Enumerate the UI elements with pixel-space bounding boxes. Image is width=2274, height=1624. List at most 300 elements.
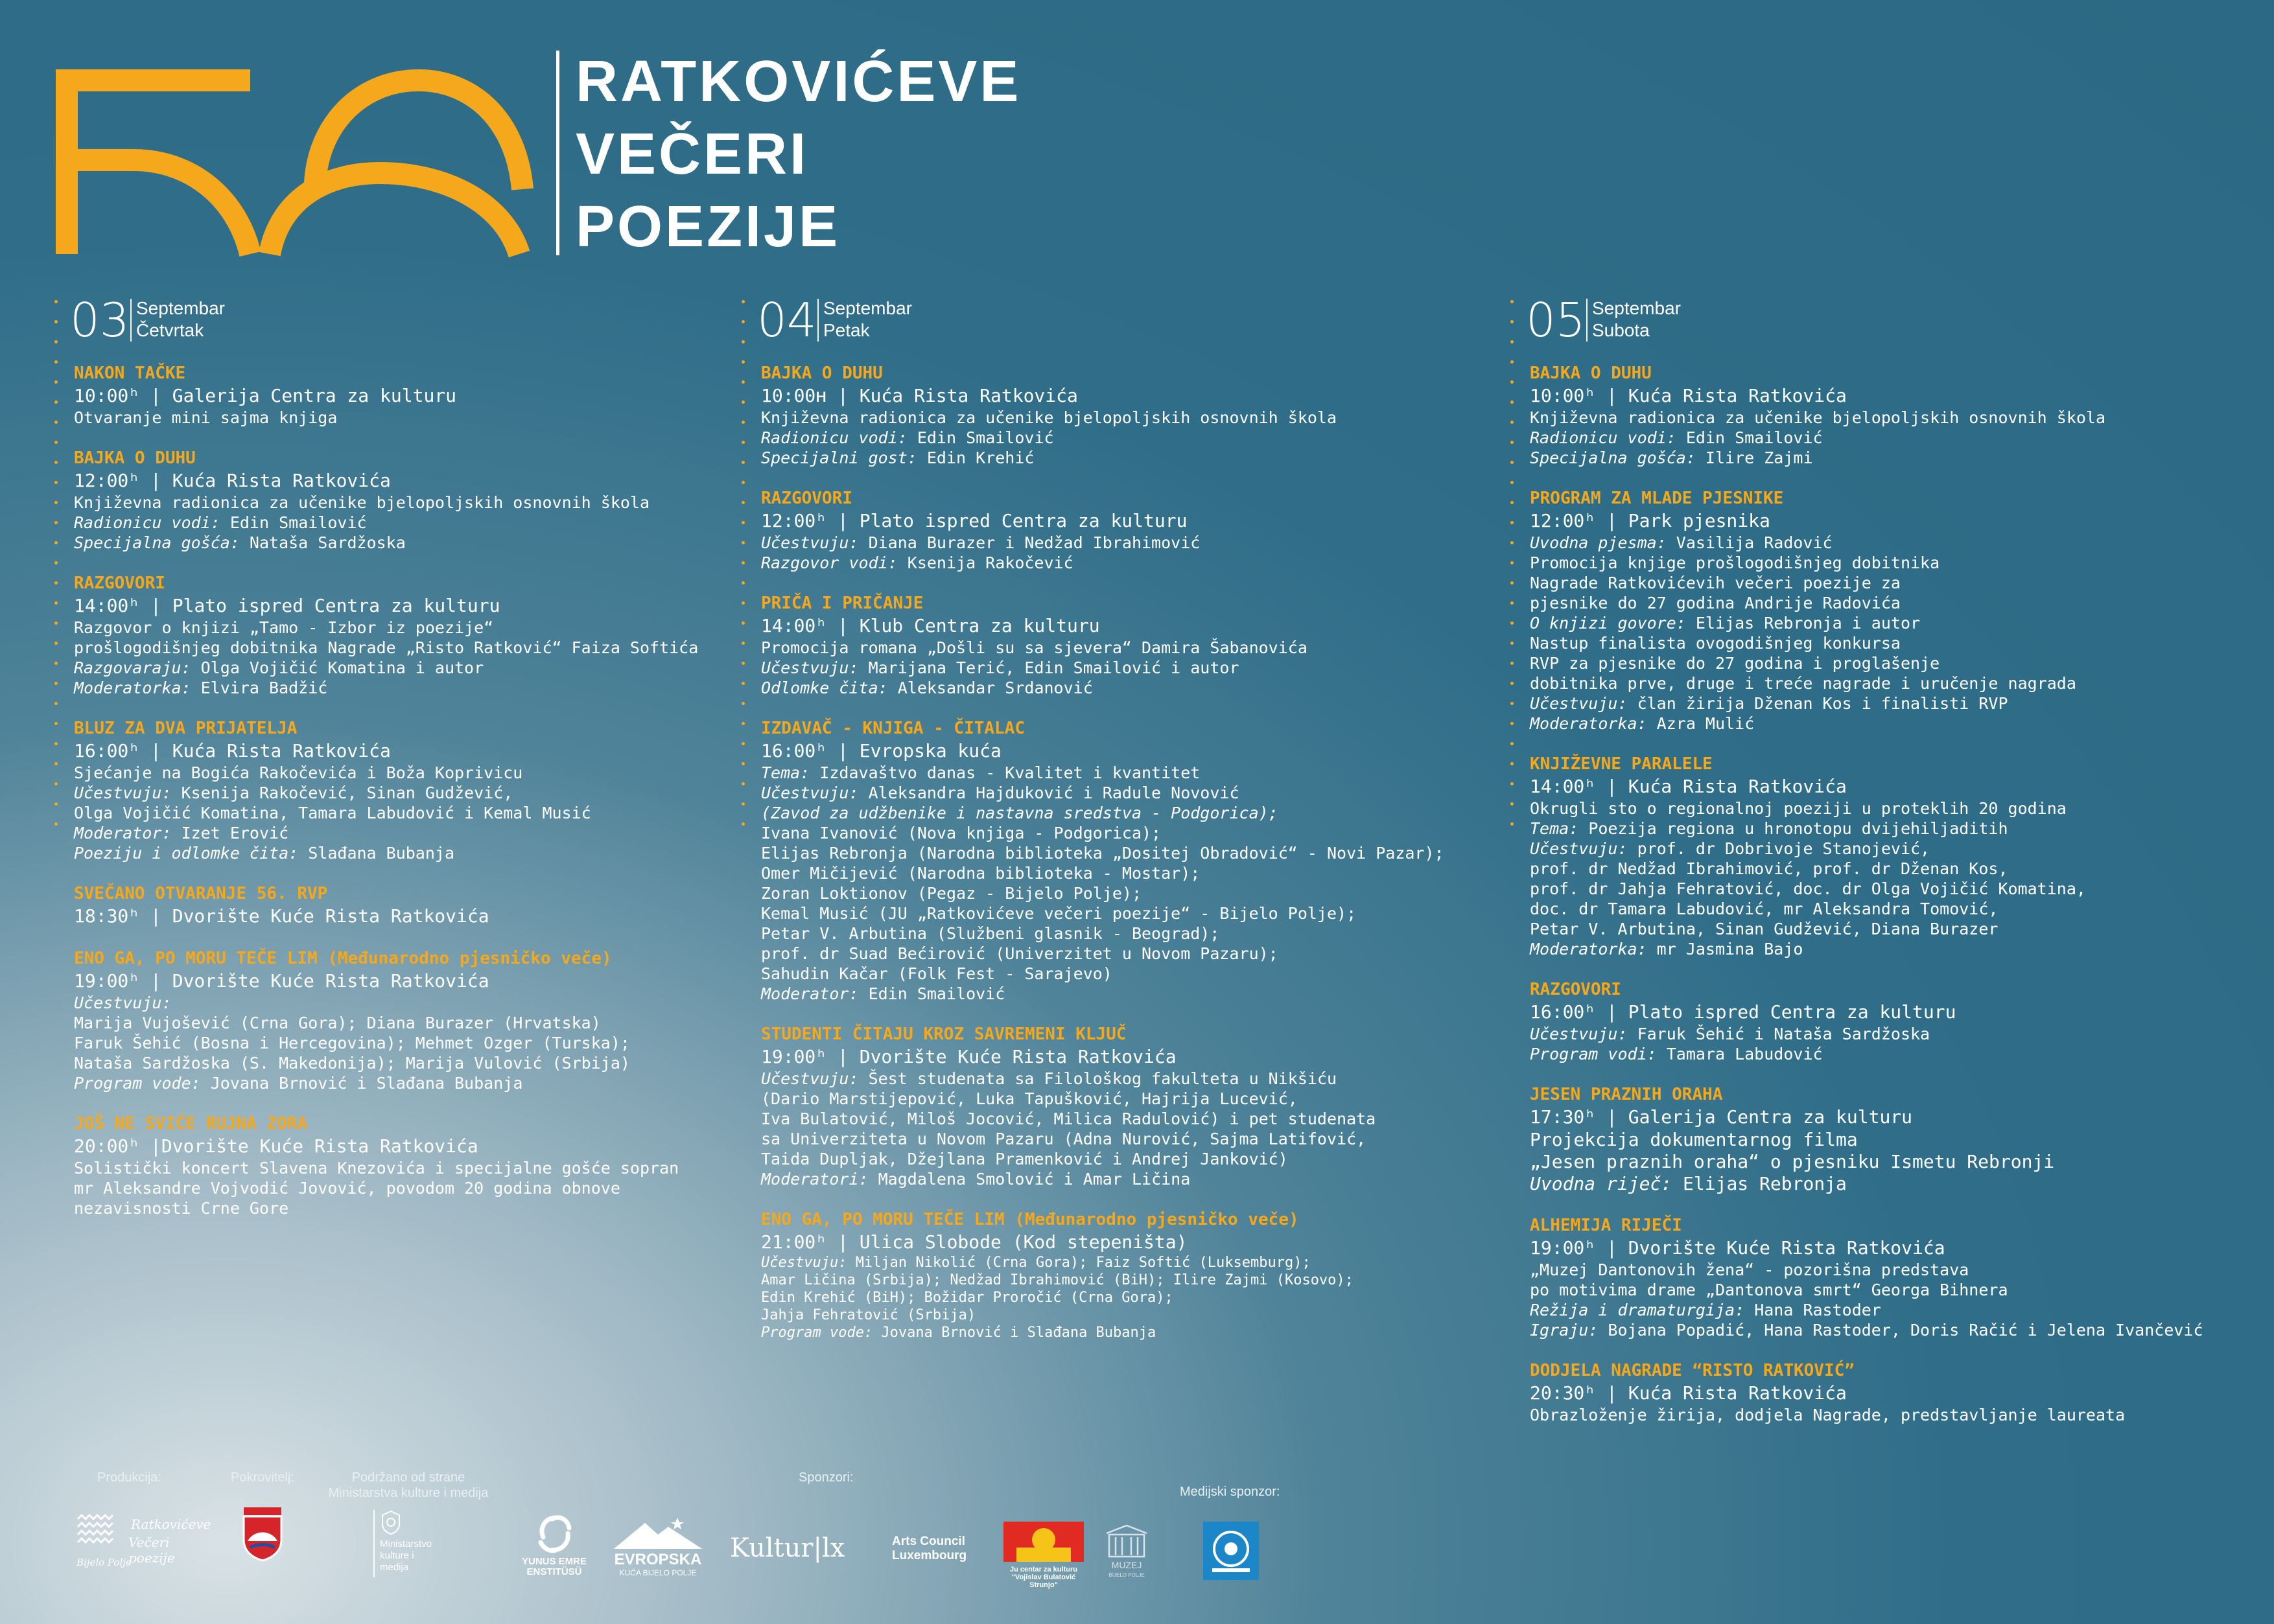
event-title: PROGRAM ZA MLADE PJESNIKE <box>1530 489 1784 508</box>
event-detail-line <box>1530 839 2256 859</box>
yunus-emre-logo <box>519 1513 590 1577</box>
detail-value: prof. dr Suad Bećirović (Univerzitet u Novom Pazaru); <box>761 944 1278 963</box>
event-detail-line <box>761 1109 1474 1129</box>
guide-dot <box>1510 621 1514 625</box>
detail-value: Azra Mulić <box>1647 714 1755 733</box>
muzej-line-1: MUZEJ <box>1111 1560 1142 1570</box>
guide-dot <box>742 521 745 524</box>
detail-value: Faruk Šehić i Nataša Sardžoska <box>1627 1025 1930 1043</box>
detail-value: nezavisnosti Crne Gore <box>74 1199 289 1218</box>
bijelo-polje-coat-of-arms-icon <box>241 1506 284 1562</box>
guide-dot <box>742 662 745 665</box>
detail-label: Radionicu vodi: <box>761 428 908 447</box>
detail-label: Učestvuju: <box>74 993 172 1012</box>
guide-dot <box>1510 822 1514 826</box>
guide-dot <box>54 400 58 404</box>
detail-label: Učestvuju: <box>761 533 859 552</box>
event-detail-line <box>761 1129 1474 1149</box>
event-detail-line <box>74 513 729 533</box>
guide-dot <box>742 822 745 826</box>
detail-value: Petar V. Arbutina, Sinan Gudžević, Diana Burazer <box>1530 920 1999 938</box>
event-detail-line <box>761 428 1474 448</box>
event-title: IZDAVAČ - KNJIGA - ČITALAC <box>761 719 1025 738</box>
event-time-venue: 14:00ʰ | Klub Centra za kulturu <box>761 615 1100 636</box>
detail-value: član žirija Dženan Kos i finalisti RVP <box>1627 694 2008 713</box>
detail-value: Solistički koncert Slavena Knezovića i specijalne gošće sopran <box>74 1159 679 1177</box>
ministry-logo-text <box>380 1538 432 1573</box>
festival-title <box>576 45 1021 263</box>
yunus-line-1: YUNUS EMRE <box>521 1556 587 1567</box>
kultur-lx-logo: Kultur|lx <box>730 1533 845 1563</box>
rvp-logo-line-1: Ratkovićeve <box>131 1516 211 1532</box>
guide-dot <box>54 682 58 685</box>
guide-dot <box>742 581 745 585</box>
event-block <box>761 487 1474 573</box>
mountain-star-icon <box>613 1516 703 1550</box>
guide-dot <box>1510 722 1514 725</box>
event-time-venue: 19:00ʰ | Dvorište Kuće Rista Ratkovića <box>1530 1237 1945 1259</box>
detail-label: Učestvuju: <box>74 783 172 802</box>
guide-dot <box>1510 782 1514 785</box>
media-sponsor-radio-logo-icon <box>1203 1522 1259 1580</box>
guide-dot <box>742 400 745 404</box>
event-title: JESEN PRAZNIH ORAHA <box>1530 1085 1723 1104</box>
event-detail-line <box>761 763 1474 783</box>
title-line-3: POEZIJE <box>576 194 841 259</box>
detail-value: Nataša Sardžoska (S. Makedonija); Marija Vulović (Srbija) <box>74 1054 630 1073</box>
event-block <box>1530 487 2256 734</box>
detail-value: Elijas Rebronja (Narodna biblioteka „Dositej Obradović“ - Novi Pazar); <box>761 844 1444 863</box>
detail-label: Program vode: <box>761 1325 873 1341</box>
detail-label: Radionicu vodi: <box>74 513 220 532</box>
guide-dot <box>742 642 745 645</box>
pokrovitelj-label: Pokrovitelj: <box>231 1470 294 1485</box>
detail-label: Režija i dramaturgija: <box>1530 1301 1745 1319</box>
detail-label: Specijalna gošća: <box>1530 448 1696 467</box>
guide-dot <box>742 802 745 806</box>
detail-value: Nastup finalista ovogodišnjeg konkursa <box>1530 634 1901 653</box>
guide-dot <box>54 722 58 725</box>
muzej-text <box>1096 1560 1158 1580</box>
detail-value: Kemal Musić (JU „Ratkovićeve večeri poezije“ - Bijelo Polje); <box>761 904 1357 923</box>
muzej-logo <box>1096 1523 1158 1581</box>
event-block <box>761 1209 1474 1341</box>
detail-value: Marija Vujošević (Crna Gora); Diana Burazer (Hrvatska) <box>74 1014 601 1032</box>
event-title: RAZGOVORI <box>1530 980 1621 999</box>
event-detail-line <box>761 1169 1474 1189</box>
event-time-venue: 21:00ʰ | Ulica Slobode (Kod stepeništa) <box>761 1231 1188 1253</box>
detail-value: Edin Smailović <box>220 513 367 532</box>
event-time-venue: 10:00ʰ | Kuća Rista Ratkovića <box>1530 385 1847 406</box>
event-time-venue: 12:00ʰ | Kuća Rista Ratkovića <box>74 470 391 491</box>
event-detail-line <box>1530 1173 2256 1195</box>
event-detail-line <box>761 964 1474 984</box>
guide-dot <box>742 360 745 364</box>
detail-value: Amar Ličina (Srbija); Nedžad Ibrahimović (BiH); Ilire Zajmi (Kosovo); <box>761 1272 1354 1288</box>
detail-value: (Dario Marstijepović, Luka Tapušković, Hajrija Lucević, <box>761 1089 1298 1108</box>
weekday-label: Subota <box>1592 320 1650 340</box>
event-title: ALHEMIJA RIJEČI <box>1530 1216 1682 1235</box>
detail-label: Tema: <box>1530 819 1579 838</box>
detail-value: po motivima drame „Dantonova smrt“ Georga Bihnera <box>1530 1281 2008 1299</box>
detail-value: Jovana Brnović i Slađana Bubanja <box>873 1325 1156 1341</box>
event-time-venue: 18:30ʰ | Dvorište Kuće Rista Ratkovića <box>74 905 489 927</box>
event-detail-line <box>74 783 729 803</box>
guide-dot <box>1510 561 1514 564</box>
guide-dot <box>742 320 745 323</box>
detail-value: Nataša Sardžoska <box>239 533 406 552</box>
detail-value: Ksenija Rakočević, Sinan Gudžević, <box>171 783 513 802</box>
detail-value: Hana Rastoder <box>1744 1301 1881 1319</box>
guide-dot <box>1510 380 1514 384</box>
event-detail-line <box>74 533 729 553</box>
day-number: 03 <box>70 293 130 347</box>
event-detail-line <box>74 1073 729 1093</box>
detail-label: Uvodna riječ: <box>1530 1173 1672 1194</box>
detail-value: sa Univerziteta u Novom Pazaru (Adna Nurović, Sajma Latifović, <box>761 1130 1366 1148</box>
guide-dot <box>54 802 58 806</box>
guide-dot <box>1510 481 1514 484</box>
guide-dot <box>1510 441 1514 444</box>
detail-value: Edin Krehić (BiH); Božidar Proročić (Crna Gora); <box>761 1290 1173 1306</box>
guide-dot <box>1510 601 1514 605</box>
event-detail-line <box>761 1149 1474 1169</box>
event-detail-line <box>1530 1260 2256 1280</box>
event-detail-line <box>761 553 1474 573</box>
ministry-line-2: kulture i <box>380 1550 414 1561</box>
guide-dot <box>1510 581 1514 585</box>
event-detail-line <box>1530 693 2256 713</box>
detail-label: Učestvuju: <box>1530 1025 1628 1043</box>
guide-dot <box>742 541 745 544</box>
event-detail-line <box>761 678 1474 698</box>
detail-value: RVP za pjesnike do 27 godina i proglašenje <box>1530 654 1940 673</box>
event-detail-line <box>1530 713 2256 734</box>
detail-value: Zoran Loktionov (Pegaz - Bijelo Polje); <box>761 884 1142 903</box>
event-detail-line <box>1530 573 2256 593</box>
event-detail-line <box>74 993 729 1013</box>
event-block <box>1530 362 2256 468</box>
detail-value: Elijas Rebronja i autor <box>1685 614 1921 632</box>
detail-value: Petar V. Arbutina (Službeni glasnik - Beograd); <box>761 924 1220 943</box>
day-labels <box>136 297 225 342</box>
sponzori-label: Sponzori: <box>799 1470 854 1485</box>
event-time-venue: 14:00ʰ | Plato ispred Centra za kulturu <box>74 595 500 616</box>
guide-dot <box>54 782 58 785</box>
detail-value: Okrugli sto o regionalnoj poeziji u proteklih 20 godina <box>1530 799 2067 818</box>
guide-dot <box>54 762 58 765</box>
event-detail-line <box>1530 818 2256 839</box>
detail-value: „Muzej Dantonovih žena“ - pozorišna predstava <box>1530 1260 1969 1279</box>
guide-dot <box>54 441 58 444</box>
guide-dot <box>1510 702 1514 705</box>
event-detail-line <box>1530 553 2256 573</box>
guide-dot <box>54 481 58 484</box>
guide-dot <box>1510 360 1514 364</box>
event-detail-line <box>761 823 1474 843</box>
detail-value: Sjećanje na Bogića Rakočevića i Boža Koprivicu <box>74 763 523 782</box>
event-detail-line <box>761 984 1474 1004</box>
guide-dot <box>742 501 745 504</box>
detail-label: Učestvuju: <box>1530 839 1628 858</box>
event-detail-line <box>74 803 729 823</box>
detail-value: Šest studenata sa Filološkog fakulteta u Nikšiću <box>858 1069 1337 1088</box>
detail-label: Odlomke čita: <box>761 679 888 697</box>
event-detail-line <box>761 843 1474 863</box>
detail-value: Vasilija Radović <box>1666 533 1833 552</box>
detail-value: prof. dr Dobrivoje Stanojević, <box>1627 839 1930 858</box>
detail-label: (Zavod za udžbenike i nastavna sredstva - Podgorica); <box>761 804 1278 822</box>
guide-dot <box>1510 642 1514 645</box>
event-title: STUDENTI ČITAJU KROZ SAVREMENI KLJUČ <box>761 1025 1127 1044</box>
detail-value: mr Aleksandre Vojvodić Jovović, povodom 20 godina obnove <box>74 1179 620 1198</box>
guide-dot <box>1510 501 1514 504</box>
guide-dot <box>1510 320 1514 323</box>
detail-value: Diana Burazer i Nedžad Ibrahimović <box>858 533 1201 552</box>
day-header <box>757 295 1474 345</box>
event-detail-line <box>761 533 1474 553</box>
ministry-line-1: Ministarstvo <box>380 1538 432 1549</box>
detail-label: Učestvuju: <box>761 1255 847 1271</box>
yunus-emre-text <box>519 1557 590 1577</box>
event-detail-line <box>1530 1044 2256 1064</box>
event-block <box>1530 753 2256 959</box>
event-detail-line <box>1530 408 2256 428</box>
event-detail-line <box>761 638 1474 658</box>
detail-label: O knjizi govore: <box>1530 614 1686 632</box>
month-label: Septembar <box>1592 298 1681 318</box>
event-title: BLUZ ZA DVA PRIJATELJA <box>74 719 298 738</box>
event-detail-line <box>761 1306 1474 1324</box>
detail-label: Učestvuju: <box>761 1069 859 1088</box>
guide-dot <box>1510 762 1514 765</box>
guide-dot <box>54 521 58 524</box>
detail-label: Učestvuju: <box>1530 694 1628 713</box>
ministry-divider <box>373 1510 375 1577</box>
event-detail-line <box>1530 633 2256 653</box>
detail-value: Obrazloženje žirija, dodjela Nagrade, predstavljanje laureata <box>1530 1406 2126 1424</box>
centar-line-2: "Vojislav Bulatović Strunjo" <box>1011 1573 1076 1589</box>
event-block <box>1530 1360 2256 1425</box>
guide-dot <box>1510 541 1514 544</box>
guide-dot <box>1510 340 1514 343</box>
festival-56-logo <box>56 53 535 267</box>
ministry-logo <box>373 1510 451 1581</box>
detail-value: pjesnike do 27 godina Andrije Radovića <box>1530 594 1901 612</box>
centar-building-icon <box>1003 1518 1084 1564</box>
event-block <box>74 362 729 428</box>
event-block <box>74 447 729 553</box>
title-line-2: VEČERI <box>576 122 809 187</box>
event-time-venue: 12:00ʰ | Plato ispred Centra za kulturu <box>761 510 1188 531</box>
event-block <box>74 572 729 698</box>
detail-value: Izdavaštvo danas - Kvalitet i kvantitet <box>810 763 1201 782</box>
detail-label: Moderatorka: <box>1530 714 1647 733</box>
guide-dot <box>54 581 58 585</box>
event-detail-line <box>74 823 729 843</box>
guide-dot <box>1510 682 1514 685</box>
event-detail-line <box>761 1254 1474 1271</box>
guide-dot <box>742 461 745 464</box>
events-list <box>761 362 1474 1341</box>
detail-value: Elvira Badžić <box>191 679 328 697</box>
title-divider <box>556 51 559 255</box>
event-detail-line <box>761 1289 1474 1306</box>
guide-dot <box>742 481 745 484</box>
guide-dot <box>54 461 58 464</box>
events-list <box>74 362 729 1218</box>
event-detail-line <box>74 1198 729 1218</box>
detail-value: Slađana Bubanja <box>298 844 455 863</box>
arts-line-1: Arts Council <box>892 1535 965 1548</box>
detail-value: prof. dr Nedžad Ibrahimović, prof. dr Dženan Kos, <box>1530 859 2008 878</box>
guide-dot <box>54 662 58 665</box>
event-detail-line <box>1530 1405 2256 1425</box>
detail-value: Edin Smailović <box>858 984 1005 1003</box>
event-block <box>74 947 729 1093</box>
event-detail-line <box>761 1324 1474 1341</box>
event-detail-line <box>74 1178 729 1198</box>
title-line-1: RATKOVIĆEVE <box>576 49 1022 114</box>
detail-label: Moderatorka: <box>74 679 191 697</box>
day-header <box>1526 295 2256 345</box>
detail-label: Moderatorka: <box>1530 940 1647 958</box>
event-detail-line <box>1530 428 2256 448</box>
event-title: DODJELA NAGRADE “RISTO RATKOVIĆ” <box>1530 1361 1855 1380</box>
detail-value: Miljan Nikolić (Crna Gora); Faiz Softić (Luksemburg); <box>847 1255 1311 1271</box>
event-detail-line <box>74 638 729 658</box>
event-detail-line <box>1530 448 2256 468</box>
guide-dot <box>1510 400 1514 404</box>
event-detail-line <box>761 923 1474 944</box>
day-number: 04 <box>757 293 817 347</box>
event-detail-line <box>74 618 729 638</box>
detail-label: Moderatori: <box>761 1170 869 1189</box>
detail-label: Specijalna gošća: <box>74 533 240 552</box>
detail-label: Razgovor vodi: <box>761 553 898 572</box>
event-detail-line <box>1530 1280 2256 1300</box>
rvp-logo-line-2: Večeri poezije <box>128 1535 175 1566</box>
event-time-venue: 16:00ʰ | Evropska kuća <box>761 740 1002 761</box>
yunus-line-2: ENSTITÜSÜ <box>526 1566 582 1577</box>
day-column-3 <box>1510 295 2256 1444</box>
event-detail-line <box>1530 1024 2256 1044</box>
day-divider <box>130 299 132 342</box>
event-time-venue: 12:00ʰ | Park pjesnika <box>1530 510 1770 531</box>
event-detail-line <box>1530 1151 2256 1173</box>
detail-value: Edin Smailović <box>1676 428 1823 447</box>
detail-value: prof. dr Jahja Fehratović, doc. dr Olga Vojičić Komatina, <box>1530 879 2086 898</box>
detail-label: Uvodna pjesma: <box>1530 533 1667 552</box>
guide-dot <box>742 421 745 424</box>
day-column-1 <box>54 295 729 1238</box>
event-title: ENO GA, PO MORU TEČE LIM (Međunarodno pjesničko veče) <box>761 1210 1299 1229</box>
event-block <box>761 362 1474 468</box>
guide-dot <box>54 621 58 625</box>
guide-dot <box>742 722 745 725</box>
event-detail-line <box>1530 1129 2256 1151</box>
event-detail-line <box>74 1013 729 1033</box>
detail-value: Magdalena Smolović i Amar Ličina <box>868 1170 1191 1189</box>
detail-label: Tema: <box>761 763 810 782</box>
rvp-logo <box>76 1514 211 1572</box>
centar-za-kulturu-logo <box>998 1518 1089 1589</box>
detail-value: Bojana Popadić, Hana Rastoder, Doris Račić i Jelena Ivančević <box>1598 1321 2203 1340</box>
guide-dot <box>1510 421 1514 424</box>
event-detail-line <box>1530 1300 2256 1320</box>
detail-label: Program vodi: <box>1530 1045 1657 1063</box>
detail-value: Edin Smailović <box>907 428 1054 447</box>
day-divider <box>1586 299 1588 342</box>
event-title: RAZGOVORI <box>761 489 852 508</box>
guide-dot <box>1510 662 1514 665</box>
event-detail-line <box>761 448 1474 468</box>
detail-value: Iva Bulatović, Miloš Jocović, Milica Radulović) i pet studenata <box>761 1109 1376 1128</box>
event-block <box>761 592 1474 698</box>
guide-dot <box>1510 461 1514 464</box>
detail-value: Omer Mičijević (Narodna biblioteka - Mostar); <box>761 864 1201 883</box>
event-time-venue: 17:30ʰ | Galerija Centra za kulturu <box>1530 1106 1913 1128</box>
day-divider <box>817 299 819 342</box>
arts-council-logo <box>892 1535 967 1563</box>
medijski-sponzor-label: Medijski sponzor: <box>1180 1485 1280 1499</box>
event-title: BAJKA O DUHU <box>1530 364 1652 383</box>
podrzano-label <box>318 1470 499 1501</box>
event-title: RAZGOVORI <box>74 574 165 593</box>
detail-value: Književna radionica za učenike bjelopoljskih osnovnih škola <box>74 493 650 512</box>
rvp-waves-icon <box>76 1514 118 1548</box>
detail-value: Taida Dupljak, Džejlana Pramenković i Andrej Janković) <box>761 1150 1288 1168</box>
event-title: ENO GA, PO MORU TEČE LIM (Međunarodno pjesničko veče) <box>74 949 612 968</box>
event-detail-line <box>74 678 729 698</box>
montenegro-emblem-icon <box>380 1510 402 1535</box>
event-time-venue: 16:00ʰ | Plato ispred Centra za kulturu <box>1530 1001 1956 1023</box>
guide-dot <box>54 601 58 605</box>
month-label: Septembar <box>823 298 912 318</box>
detail-value: mr Jasmina Bajo <box>1647 940 1803 958</box>
yunus-emre-swirl-icon <box>533 1513 576 1555</box>
event-title: BAJKA O DUHU <box>761 364 883 383</box>
guide-dot <box>742 782 745 785</box>
event-detail-line <box>761 1271 1474 1289</box>
detail-label: Moderator: <box>761 984 859 1003</box>
detail-value: Otvaranje mini sajma knjiga <box>74 408 338 427</box>
detail-label: Specijalni gost: <box>761 448 917 467</box>
guide-dot <box>54 421 58 424</box>
event-time-venue: 20:00ʰ |Dvorište Kuće Rista Ratkovića <box>74 1135 478 1157</box>
guide-dot <box>54 320 58 323</box>
guide-dot <box>54 742 58 745</box>
event-detail-line <box>1530 673 2256 693</box>
event-detail-line <box>761 863 1474 883</box>
guide-dot <box>1510 521 1514 524</box>
detail-value: Promocija romana „Došli su sa sjevera“ Damira Šabanovića <box>761 638 1307 657</box>
muzej-line-2: BIJELO POLJE <box>1108 1572 1145 1578</box>
event-detail-line <box>761 658 1474 678</box>
event-block <box>74 717 729 863</box>
event-detail-line <box>1530 593 2256 613</box>
detail-value: Književna radionica za učenike bjelopoljskih osnovnih škola <box>1530 408 2106 427</box>
day-column-2 <box>742 295 1474 1361</box>
month-label: Septembar <box>136 298 225 318</box>
detail-label: Igraju: <box>1530 1321 1599 1340</box>
ministry-line-3: medija <box>380 1562 409 1573</box>
detail-value: Projekcija dokumentarnog filma <box>1530 1129 1858 1150</box>
detail-value: Ivana Ivanović (Nova knjiga - Podgorica); <box>761 824 1162 842</box>
event-detail-line <box>1530 879 2256 899</box>
event-detail-line <box>74 1158 729 1178</box>
event-block <box>1530 1084 2256 1195</box>
